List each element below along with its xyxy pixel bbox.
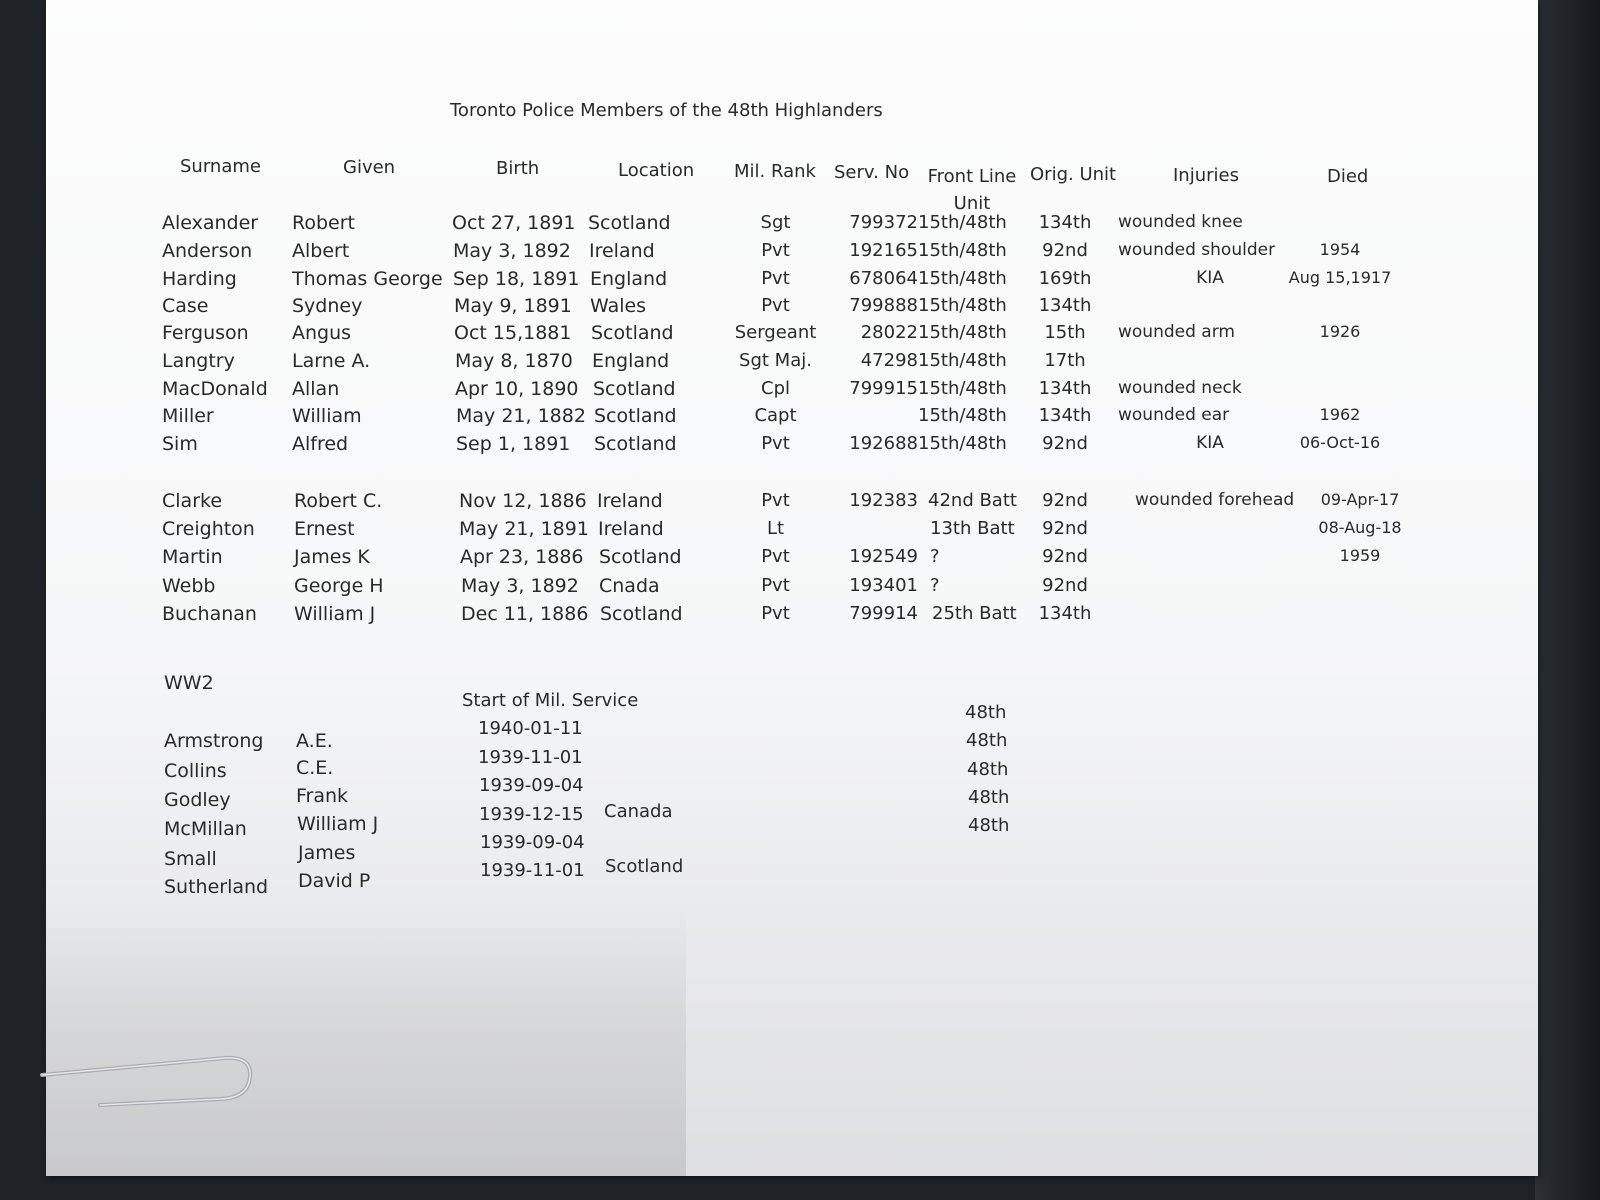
- cell-birth: May 21, 1891: [459, 518, 589, 540]
- cell-surname: McMillan: [164, 818, 247, 840]
- cell-injuries: KIA: [1196, 433, 1224, 453]
- cell-given: James K: [294, 546, 370, 568]
- cell-birth: Apr 23, 1886: [460, 546, 584, 568]
- cell-orig-unit: 17th: [1044, 350, 1086, 371]
- cell-rank: Pvt: [761, 433, 790, 454]
- cell-serv-no: 799372: [849, 212, 918, 233]
- cell-orig-unit: 92nd: [1042, 490, 1088, 511]
- table-row: [0, 405, 1500, 429]
- cell-injuries: wounded knee: [1118, 212, 1243, 232]
- cell-given: C.E.: [296, 757, 334, 779]
- cell-given: Sydney: [292, 295, 363, 317]
- cell-serv-no: 678064: [849, 268, 918, 289]
- cell-birth: May 8, 1870: [455, 350, 573, 372]
- cell-unit: 48th: [968, 787, 1010, 808]
- cell-birth: Oct 27, 1891: [452, 212, 576, 234]
- cell-orig-unit: 92nd: [1042, 240, 1088, 261]
- cell-surname: Small: [164, 848, 217, 870]
- cell-birth: May 3, 1892: [453, 240, 571, 262]
- header-died: Died: [1327, 166, 1369, 187]
- cell-birth: May 3, 1892: [461, 575, 579, 597]
- table-row: [0, 350, 1500, 374]
- cell-rank: Cpl: [761, 378, 790, 399]
- cell-serv-no: 799914: [849, 603, 918, 624]
- cell-location: Scotland: [605, 856, 684, 877]
- cell-surname: Sutherland: [164, 876, 269, 898]
- paperclip-icon: [40, 1055, 260, 1115]
- cell-front-line: 15th/48th: [918, 350, 1007, 371]
- cell-location: Scotland: [593, 378, 676, 400]
- cell-surname: Langtry: [162, 350, 235, 372]
- table-row: [0, 575, 1500, 599]
- cell-location: England: [590, 268, 668, 290]
- cell-orig-unit: 134th: [1038, 378, 1092, 399]
- cell-injuries: wounded ear: [1118, 405, 1230, 425]
- cell-front-line: 15th/48th: [918, 212, 1007, 233]
- cell-surname: Martin: [162, 546, 223, 568]
- cell-died: Aug 15,1917: [1288, 268, 1392, 287]
- cell-serv-no: 47298: [860, 350, 918, 371]
- cell-given: Ernest: [294, 518, 355, 540]
- cell-birth: Apr 10, 1890: [455, 378, 579, 400]
- cell-location: Ireland: [598, 518, 664, 540]
- table-row: [0, 378, 1500, 402]
- header-front-line-unit: Front Line Unit: [927, 166, 1017, 214]
- cell-birth: Sep 1, 1891: [456, 433, 571, 455]
- cell-surname: Anderson: [162, 240, 253, 262]
- cell-location: Scotland: [591, 322, 674, 344]
- cell-surname: Webb: [162, 575, 216, 597]
- document-title: Toronto Police Members of the 48th Highlanders: [450, 100, 883, 121]
- cell-surname: Ferguson: [162, 322, 249, 344]
- cell-birth: May 21, 1882: [456, 405, 586, 427]
- cell-orig-unit: 15th: [1044, 322, 1086, 343]
- cell-died: 1962: [1319, 405, 1361, 424]
- cell-rank: Pvt: [761, 490, 790, 511]
- cell-given: Thomas George: [292, 268, 443, 290]
- cell-died: 06-Oct-16: [1299, 433, 1381, 452]
- cell-front-line: ?: [930, 546, 940, 567]
- cell-serv-no: 799888: [849, 295, 918, 316]
- table-row: [0, 322, 1500, 346]
- cell-location: Ireland: [589, 240, 655, 262]
- cell-given: Allan: [292, 378, 340, 400]
- cell-location: Wales: [590, 295, 647, 317]
- cell-rank: Lt: [766, 518, 785, 539]
- cell-rank: Pvt: [761, 268, 790, 289]
- cell-start-date: 1939-09-04: [479, 775, 584, 796]
- cell-rank: Sgt: [760, 212, 791, 233]
- table-row: [0, 702, 1500, 754]
- cell-orig-unit: 92nd: [1042, 518, 1088, 539]
- cell-died: 1954: [1319, 240, 1361, 259]
- cell-surname: Alexander: [162, 212, 259, 234]
- cell-died: 08-Aug-18: [1318, 518, 1402, 537]
- cell-rank: Pvt: [761, 546, 790, 567]
- table-row: [0, 490, 1500, 514]
- cell-front-line: 15th/48th: [918, 378, 1007, 399]
- cell-given: Larne A.: [292, 350, 371, 372]
- cell-given: Angus: [292, 322, 352, 344]
- start-of-service-label: Start of Mil. Service: [462, 690, 639, 711]
- cell-unit: 48th: [966, 730, 1008, 751]
- cell-location: England: [592, 350, 670, 372]
- cell-orig-unit: 134th: [1038, 212, 1092, 233]
- cell-given: Albert: [292, 240, 350, 262]
- cell-orig-unit: 134th: [1038, 295, 1092, 316]
- cell-location: Scotland: [588, 212, 671, 234]
- cell-birth: May 9, 1891: [454, 295, 572, 317]
- cell-start-date: 1940-01-11: [478, 718, 583, 739]
- cell-start-date: 1939-11-01: [478, 747, 583, 768]
- header-given: Given: [343, 157, 396, 178]
- cell-rank: Pvt: [761, 603, 790, 624]
- cell-start-date: 1939-11-01: [480, 860, 585, 881]
- table-row: [0, 240, 1500, 264]
- cell-front-line: 42nd Batt: [928, 490, 1017, 511]
- ww2-label: WW2: [164, 672, 214, 694]
- cell-given: Robert C.: [294, 490, 383, 512]
- header-rank: Mil. Rank: [734, 161, 816, 182]
- cell-orig-unit: 134th: [1038, 405, 1092, 426]
- cell-birth: Oct 15,1881: [454, 322, 572, 344]
- cell-unit: 48th: [965, 702, 1007, 723]
- cell-injuries: wounded neck: [1118, 378, 1242, 398]
- cell-orig-unit: 92nd: [1042, 546, 1088, 567]
- table-row: [0, 433, 1500, 457]
- cell-front-line: ?: [930, 575, 940, 596]
- cell-front-line: 15th/48th: [918, 433, 1007, 454]
- cell-rank: Sergeant: [734, 322, 817, 343]
- cell-unit: 48th: [967, 759, 1009, 780]
- cell-front-line: 15th/48th: [918, 322, 1007, 343]
- cell-rank: Sgt Maj.: [739, 350, 812, 371]
- cell-rank: Capt: [754, 405, 797, 426]
- cell-serv-no: 192549: [849, 546, 918, 567]
- table-row: [0, 603, 1500, 627]
- cell-location: Cnada: [599, 575, 660, 597]
- cell-died: 1926: [1319, 322, 1361, 341]
- cell-surname: Clarke: [162, 490, 223, 512]
- cell-serv-no: 192165: [849, 240, 918, 261]
- cell-given: David P: [298, 870, 371, 892]
- cell-surname: Miller: [162, 405, 214, 427]
- cell-given: William: [292, 405, 362, 427]
- cell-given: James: [298, 842, 356, 864]
- cell-surname: Creighton: [162, 518, 255, 540]
- cell-orig-unit: 169th: [1038, 268, 1092, 289]
- header-injuries: Injuries: [1173, 165, 1239, 186]
- cell-front-line: 13th Batt: [930, 518, 1015, 539]
- cell-rank: Pvt: [761, 575, 790, 596]
- cell-orig-unit: 92nd: [1042, 433, 1088, 454]
- cell-surname: MacDonald: [162, 378, 268, 400]
- cell-location: Scotland: [599, 546, 682, 568]
- cell-injuries: KIA: [1196, 268, 1224, 288]
- cell-given: George H: [294, 575, 384, 597]
- desk-background: [1535, 0, 1600, 1200]
- cell-front-line: 15th/48th: [918, 240, 1007, 261]
- cell-died: 09-Apr-17: [1320, 490, 1400, 509]
- cell-unit: 48th: [968, 815, 1010, 836]
- cell-serv-no: 799915: [849, 378, 918, 399]
- table-row: [0, 518, 1500, 542]
- cell-given: William J: [294, 603, 376, 625]
- cell-injuries: wounded shoulder: [1118, 240, 1276, 260]
- cell-birth: Nov 12, 1886: [459, 490, 587, 512]
- cell-surname: Case: [162, 295, 209, 317]
- table-row: [0, 212, 1500, 236]
- cell-rank: Pvt: [761, 295, 790, 316]
- cell-surname: Collins: [164, 760, 227, 782]
- cell-birth: Dec 11, 1886: [461, 603, 589, 625]
- cell-location: Scotland: [600, 603, 683, 625]
- cell-given: William J: [297, 813, 379, 835]
- cell-location: Ireland: [597, 490, 663, 512]
- cell-front-line: 15th/48th: [918, 405, 1007, 426]
- cell-location: Scotland: [594, 433, 677, 455]
- cell-serv-no: 28022: [860, 322, 918, 343]
- table-row: [0, 295, 1500, 319]
- cell-given: Frank: [296, 785, 349, 807]
- cell-start-date: 1939-09-04: [480, 832, 585, 853]
- cell-location: Canada: [604, 801, 673, 822]
- cell-surname: Sim: [162, 433, 198, 455]
- cell-surname: Armstrong: [164, 730, 264, 752]
- header-surname: Surname: [180, 156, 261, 177]
- cell-injuries: wounded forehead: [1135, 490, 1295, 510]
- cell-surname: Harding: [162, 268, 237, 290]
- cell-birth: Sep 18, 1891: [453, 268, 580, 290]
- cell-injuries: wounded arm: [1118, 322, 1235, 342]
- cell-location: Scotland: [594, 405, 677, 427]
- cell-orig-unit: 134th: [1038, 603, 1092, 624]
- table-row: [0, 546, 1500, 570]
- cell-rank: Pvt: [761, 240, 790, 261]
- cell-front-line: 25th Batt: [932, 603, 1017, 624]
- header-birth: Birth: [496, 158, 540, 179]
- cell-given: A.E.: [296, 730, 333, 752]
- cell-died: 1959: [1339, 546, 1381, 565]
- table-row: [0, 268, 1500, 292]
- cell-surname: Godley: [164, 789, 231, 811]
- cell-serv-no: 192688: [849, 433, 918, 454]
- cell-given: Robert: [292, 212, 355, 234]
- cell-serv-no: 193401: [849, 575, 918, 596]
- header-orig-unit: Orig. Unit: [1030, 164, 1117, 185]
- cell-surname: Buchanan: [162, 603, 257, 625]
- cell-serv-no: 192383: [849, 490, 918, 511]
- cell-given: Alfred: [292, 433, 349, 455]
- cell-front-line: 15th/48th: [918, 268, 1007, 289]
- cell-front-line: 15th/48th: [918, 295, 1007, 316]
- cell-start-date: 1939-12-15: [479, 804, 584, 825]
- cell-orig-unit: 92nd: [1042, 575, 1088, 596]
- header-location: Location: [618, 160, 695, 181]
- header-serv-no: Serv. No: [834, 162, 910, 183]
